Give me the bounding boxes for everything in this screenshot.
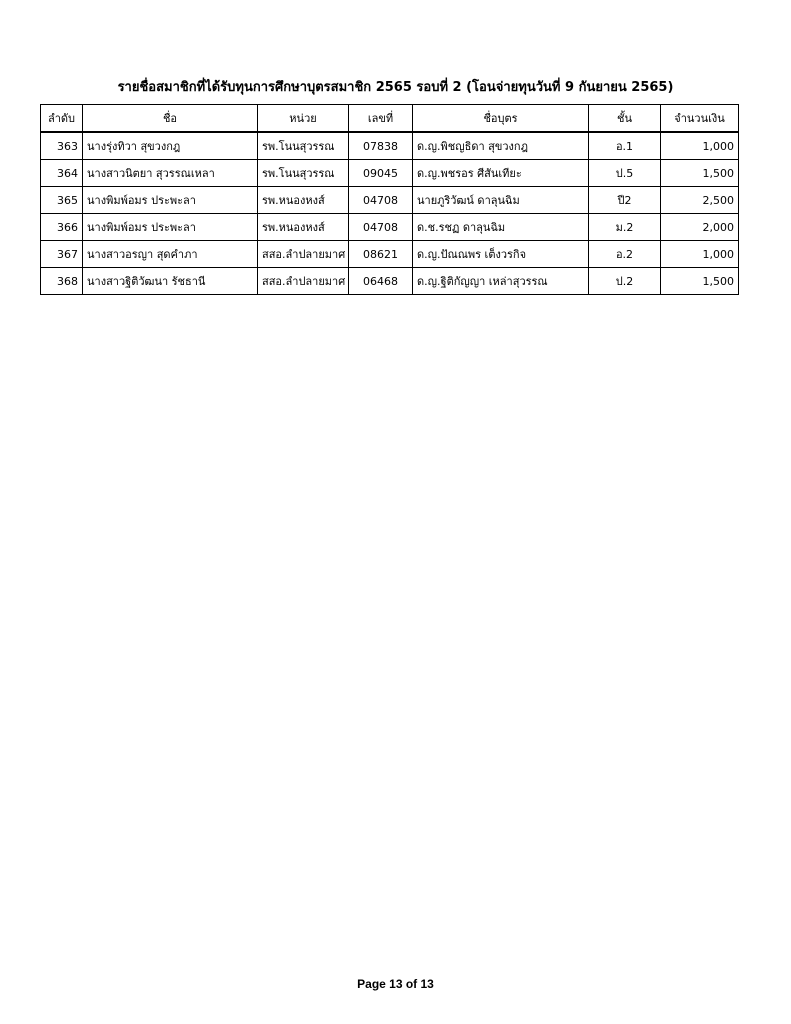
scholarship-table xyxy=(40,104,739,295)
cell-number: 07838 xyxy=(349,132,413,160)
table-header-row xyxy=(41,105,739,133)
cell-level: ป.5 xyxy=(589,160,661,187)
cell-child: นายภูริวัฒน์ ดาลุนฉิม xyxy=(413,187,589,214)
cell-child: ด.ญ.พิชญธิดา สุขวงกฎ xyxy=(413,132,589,160)
cell-unit: สสอ.ลำปลายมาศ xyxy=(258,241,349,268)
cell-child: ด.ญ.ปัณณพร เต็งวรกิจ xyxy=(413,241,589,268)
header-seq: ลำดับ xyxy=(41,105,83,133)
header-amount: จำนวนเงิน xyxy=(661,105,739,133)
table-row xyxy=(41,268,739,295)
cell-seq: 364 xyxy=(41,160,83,187)
cell-level: ม.2 xyxy=(589,214,661,241)
cell-amount: 1,500 xyxy=(661,268,739,295)
table-row xyxy=(41,160,739,187)
page-footer: Page 13 of 13 xyxy=(357,977,434,991)
cell-amount: 2,500 xyxy=(661,187,739,214)
cell-seq: 368 xyxy=(41,268,83,295)
cell-level: อ.1 xyxy=(589,132,661,160)
cell-seq: 366 xyxy=(41,214,83,241)
header-number: เลขที่ xyxy=(349,105,413,133)
header-child: ชื่อบุตร xyxy=(413,105,589,133)
table-row xyxy=(41,241,739,268)
cell-child: ด.ช.รชฏ ดาลุนฉิม xyxy=(413,214,589,241)
cell-number: 08621 xyxy=(349,241,413,268)
cell-amount: 1,000 xyxy=(661,241,739,268)
cell-number: 04708 xyxy=(349,187,413,214)
cell-amount: 1,000 xyxy=(661,132,739,160)
cell-unit: รพ.โนนสุวรรณ xyxy=(258,160,349,187)
cell-name: นางพิมพ์อมร ประพะลา xyxy=(83,187,258,214)
table-row xyxy=(41,214,739,241)
cell-child: ด.ญ.ฐิติกัญญา เหล่าสุวรรณ xyxy=(413,268,589,295)
cell-number: 06468 xyxy=(349,268,413,295)
cell-name: นางสาวฐิติวัฒนา รัชธานี xyxy=(83,268,258,295)
header-level: ชั้น xyxy=(589,105,661,133)
cell-name: นางสาวอรญา สุดคำภา xyxy=(83,241,258,268)
cell-child: ด.ญ.พชรอร ศีสันเทียะ xyxy=(413,160,589,187)
cell-name: นางสาวนิตยา สุวรรณเหลา xyxy=(83,160,258,187)
cell-level: ป.2 xyxy=(589,268,661,295)
cell-amount: 2,000 xyxy=(661,214,739,241)
cell-unit: รพ.หนองหงส์ xyxy=(258,187,349,214)
cell-unit: สสอ.ลำปลายมาศ xyxy=(258,268,349,295)
cell-amount: 1,500 xyxy=(661,160,739,187)
cell-name: นางพิมพ์อมร ประพะลา xyxy=(83,214,258,241)
cell-seq: 367 xyxy=(41,241,83,268)
cell-level: ปี2 xyxy=(589,187,661,214)
cell-number: 04708 xyxy=(349,214,413,241)
cell-name: นางรุ่งทิวา สุขวงกฎ xyxy=(83,132,258,160)
cell-number: 09045 xyxy=(349,160,413,187)
header-name: ชื่อ xyxy=(83,105,258,133)
cell-level: อ.2 xyxy=(589,241,661,268)
cell-unit: รพ.โนนสุวรรณ xyxy=(258,132,349,160)
header-unit: หน่วย xyxy=(258,105,349,133)
table-row xyxy=(41,187,739,214)
cell-unit: รพ.หนองหงส์ xyxy=(258,214,349,241)
cell-seq: 363 xyxy=(41,132,83,160)
cell-seq: 365 xyxy=(41,187,83,214)
document-title: รายชื่อสมาชิกที่ได้รับทุนการศึกษาบุตรสมาชิก 2565 รอบที่ 2 (โอนจ่ายทุนวันที่ 9 กันยายน 2565) xyxy=(117,80,674,95)
table-row xyxy=(41,132,739,160)
